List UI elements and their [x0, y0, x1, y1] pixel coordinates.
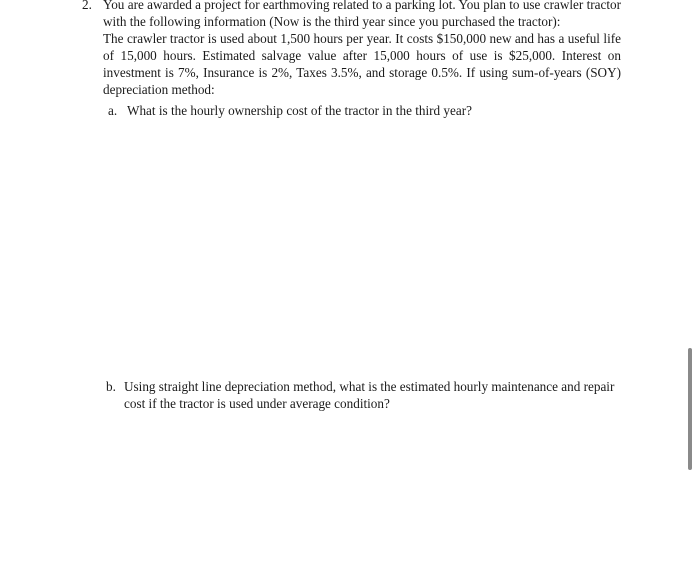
part-a-label: a.: [108, 103, 118, 118]
part-b-label: b.: [106, 379, 116, 394]
vertical-scrollbar[interactable]: [688, 348, 692, 470]
question-body: [103, 0, 621, 98]
question-details: The crawler tractor is used about 1,500 hours per year. It costs $150,000 new and has a useful life of 15,000 hours. Estimated salvage value after 15,000 hours of use is $25,000. Interest on investment is 7%, Insurance is 2%, Taxes 3.5%, and storage 0.5%. If using sum-of-years (SOY) depreciation method:: [103, 31, 621, 97]
part-a-text: What is the hourly ownership cost of the tractor in the third year?: [127, 103, 472, 118]
question-intro: You are awarded a project for earthmoving related to a parking lot. You plan to use crawler tractor with the following information (Now is the third year since you purchased the tractor):: [103, 0, 621, 29]
question-number: 2.: [82, 0, 92, 12]
part-b-text: Using straight line depreciation method, what is the estimated hourly maintenance and repair cost if the tractor is used under average condition?: [124, 379, 615, 411]
